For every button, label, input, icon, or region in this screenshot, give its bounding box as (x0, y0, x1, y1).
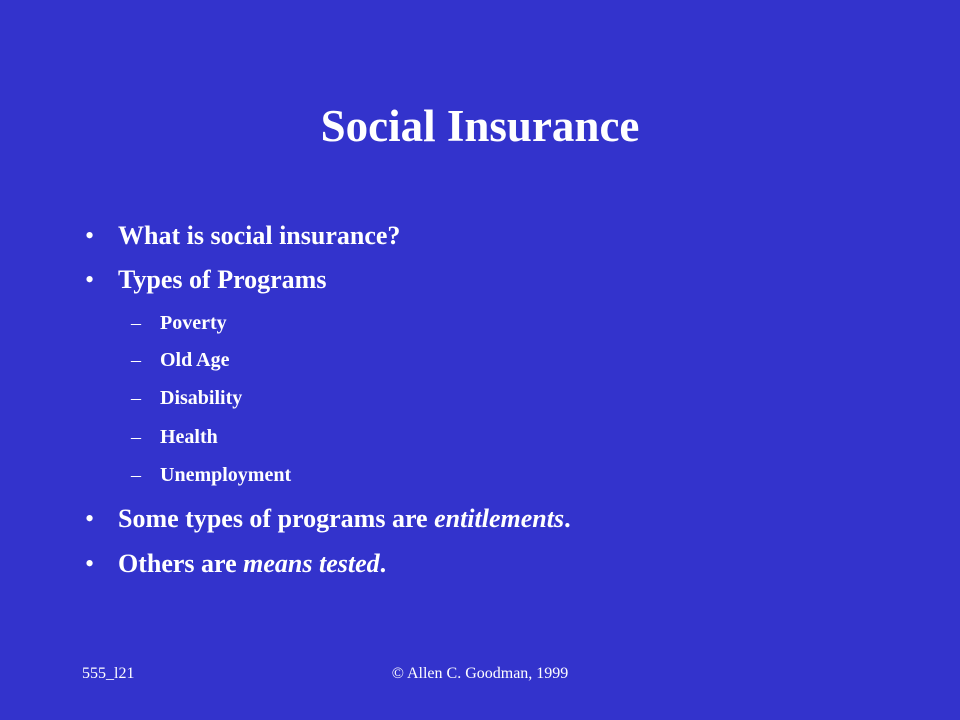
sub-bullet-text: Unemployment (160, 464, 292, 486)
bullet-text: Types of Programs (118, 265, 327, 294)
dash-marker: – (131, 387, 141, 409)
bullet-marker: • (85, 221, 95, 250)
sub-bullet-text: Poverty (160, 312, 227, 334)
bullet-text (118, 548, 386, 580)
footer-copyright: © Allen C. Goodman, 1999 (391, 665, 569, 682)
bullet-text-after: . (564, 504, 571, 533)
footer-slide-id: 555_l21 (82, 665, 135, 682)
bullet-text-before: Some types of programs are (118, 504, 435, 533)
bullet-marker: • (85, 265, 95, 294)
bullet-marker: • (85, 549, 95, 578)
sub-bullet-text: Health (160, 426, 218, 448)
dash-marker: – (131, 426, 141, 448)
bullet-text-before: Others are (118, 549, 244, 578)
dash-marker: – (131, 312, 141, 334)
emphasis-entitlements: entitlements (434, 504, 565, 533)
bullet-text (118, 503, 571, 535)
bullet-text-after: . (379, 549, 387, 578)
dash-marker: – (131, 349, 141, 371)
dash-marker: – (131, 464, 141, 486)
sub-bullet-text: Old Age (160, 349, 230, 371)
bullet-text: What is social insurance? (118, 221, 401, 250)
sub-bullet-text: Disability (160, 387, 243, 409)
emphasis-means-tested: means tested (243, 549, 380, 578)
slide-title: Social Insurance (320, 101, 640, 151)
bullet-marker: • (85, 504, 95, 533)
